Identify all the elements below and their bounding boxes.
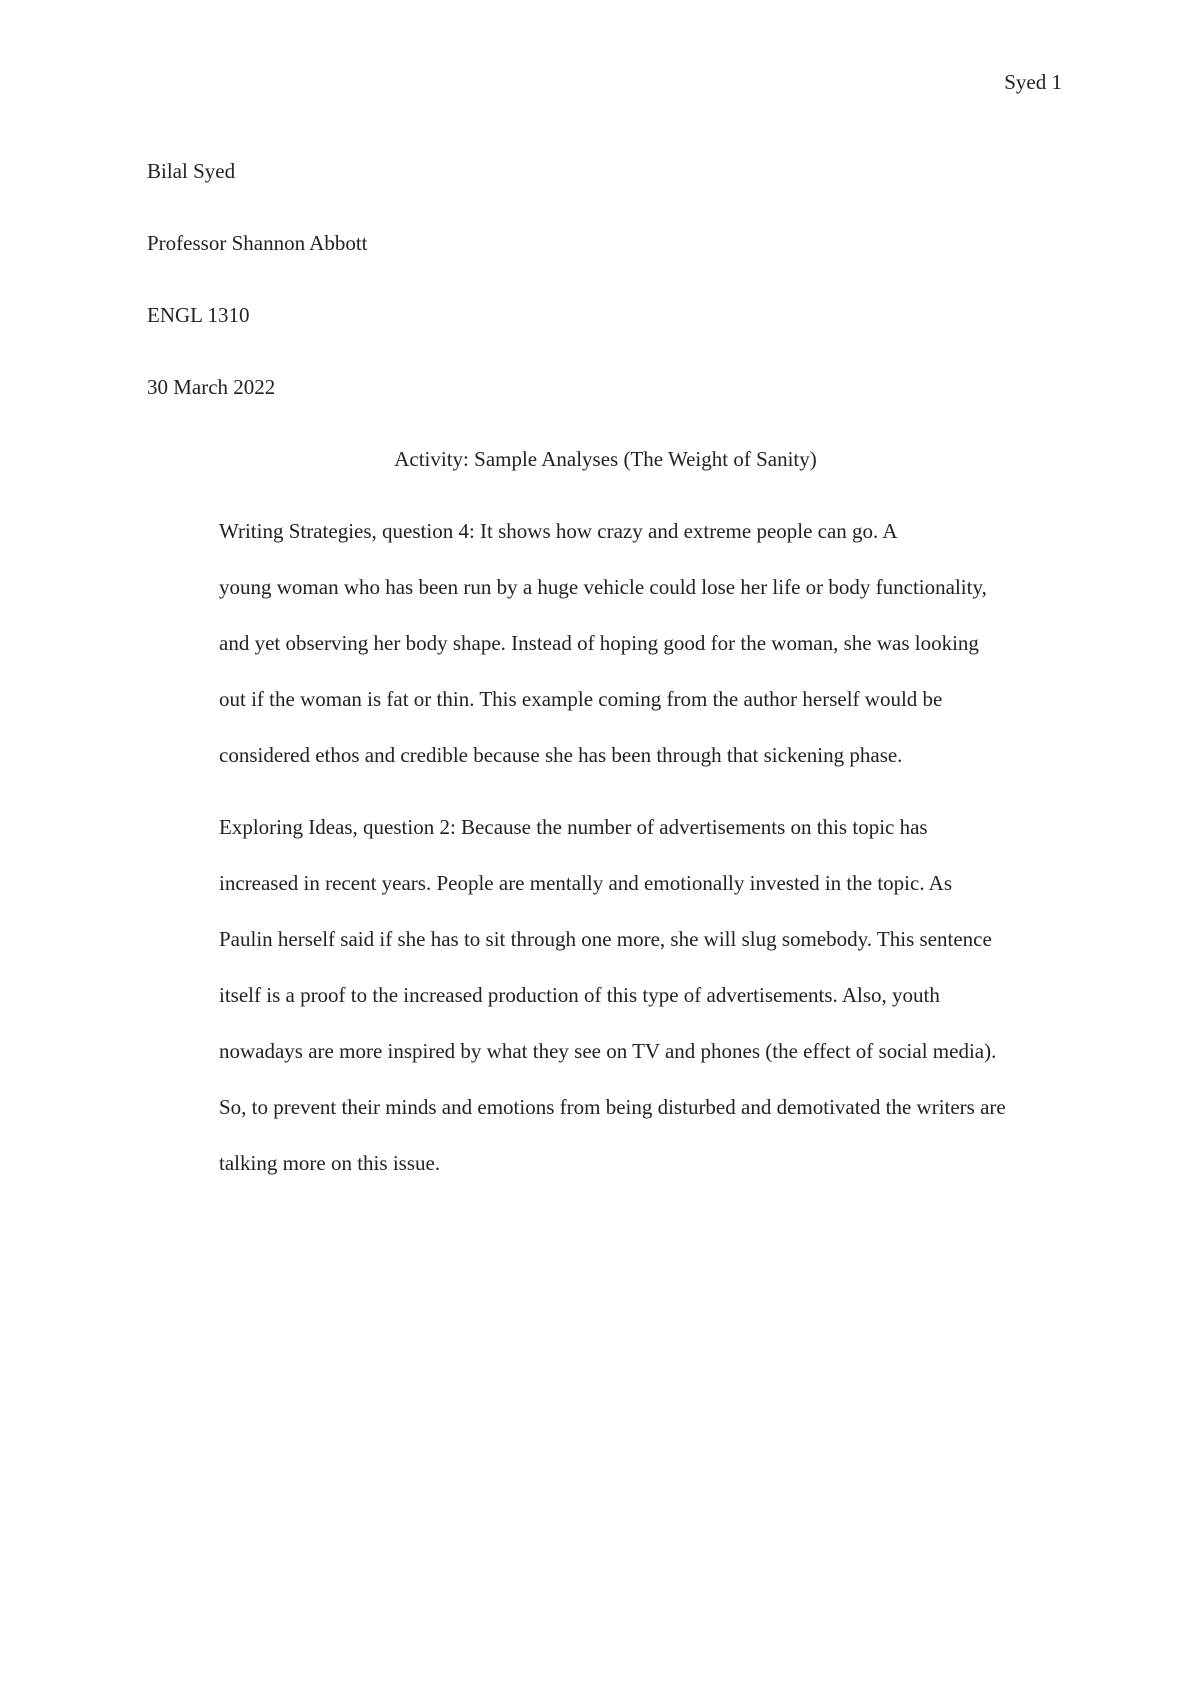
paragraph-line: out if the woman is fat or thin. This example coming from the author herself would be bbox=[219, 687, 943, 711]
paragraph-line: itself is a proof to the increased production of this type of advertisements. Also, youth bbox=[219, 983, 940, 1007]
instructor-name: Professor Shannon Abbott bbox=[147, 231, 368, 255]
paragraph-line: Paulin herself said if she has to sit through one more, she will slug somebody. This sentence bbox=[219, 927, 992, 951]
document-body bbox=[147, 143, 1064, 1207]
paragraph-writing-strategies bbox=[147, 503, 1064, 783]
paragraph-line: So, to prevent their minds and emotions from being disturbed and demotivated the writers are bbox=[219, 1095, 1006, 1119]
author-name: Bilal Syed bbox=[147, 159, 236, 183]
document-title: Activity: Sample Analyses (The Weight of Sanity) bbox=[394, 447, 817, 471]
paragraph-line: considered ethos and credible because she has been through that sickening phase. bbox=[219, 743, 903, 767]
paragraph-line: increased in recent years. People are mentally and emotionally invested in the topic. As bbox=[219, 871, 953, 895]
paragraph-line: talking more on this issue. bbox=[219, 1151, 441, 1175]
paragraph-line: nowadays are more inspired by what they see on TV and phones (the effect of social media). bbox=[219, 1039, 997, 1063]
paragraph-line: Writing Strategies, question 4: It shows how crazy and extreme people can go. A bbox=[219, 519, 898, 543]
running-head: Syed 1 bbox=[1004, 70, 1062, 94]
document-date: 30 March 2022 bbox=[147, 375, 276, 399]
paragraph-line: young woman who has been run by a huge vehicle could lose her life or body functionality, bbox=[219, 575, 987, 599]
paragraph-line: and yet observing her body shape. Instead of hoping good for the woman, she was looking bbox=[219, 631, 979, 655]
course-name: ENGL 1310 bbox=[147, 303, 250, 327]
paragraph-exploring-ideas bbox=[147, 799, 1064, 1191]
paragraph-line: Exploring Ideas, question 2: Because the number of advertisements on this topic has bbox=[219, 815, 928, 839]
